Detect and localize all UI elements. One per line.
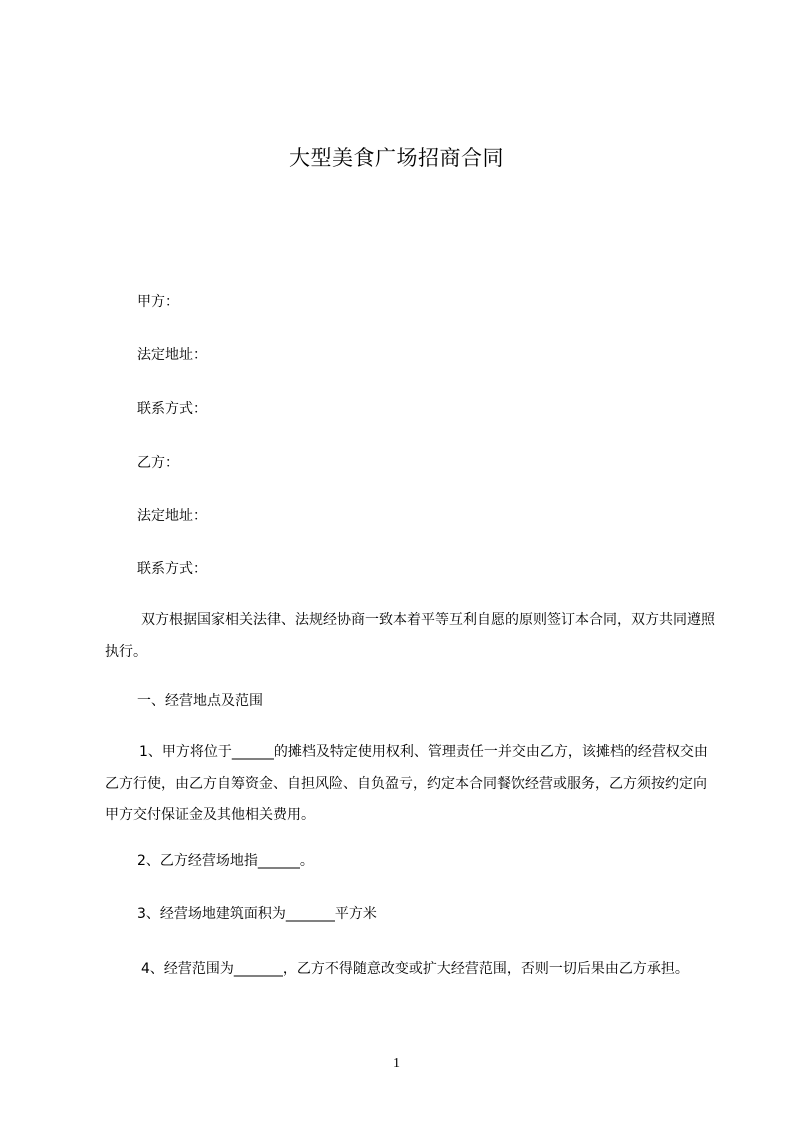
party-a-address-label: 法定地址： [137,347,207,363]
clause-2: 2、乙方经营场地指______。 [137,853,314,869]
section-1-heading: 一、经营地点及范围 [137,693,263,709]
preamble-paragraph: 双方根据国家相关法律、法规经协商一致本着平等互利自愿的原则签订本合同，双方共同遵照执行。 [105,612,715,660]
party-a-label: 甲方： [137,294,179,310]
party-a-contact-label: 联系方式： [137,401,207,417]
party-b-contact-label: 联系方式： [137,561,207,577]
page-number: 1 [393,1056,400,1071]
clause-4: 4、经营范围为_______，乙方不得随意改变或扩大经营范围，否则一切后果由乙方承担。 [141,961,689,977]
clause-3: 3、经营场地建筑面积为_______平方米 [137,906,377,922]
document-title: 大型美食广场招商合同 [289,146,504,170]
party-b-label: 乙方： [137,455,179,471]
party-b-address-label: 法定地址： [137,508,207,524]
clause-1: 1、甲方将位于______的摊档及特定使用权利、管理责任一并交由乙方，该摊档的经营权交由乙方行使，由乙方自筹资金、自担风险、自负盈亏，约定本合同餐饮经营或服务，乙方须按约定向甲方交付保证金及其他相关费用。 [105,744,708,823]
